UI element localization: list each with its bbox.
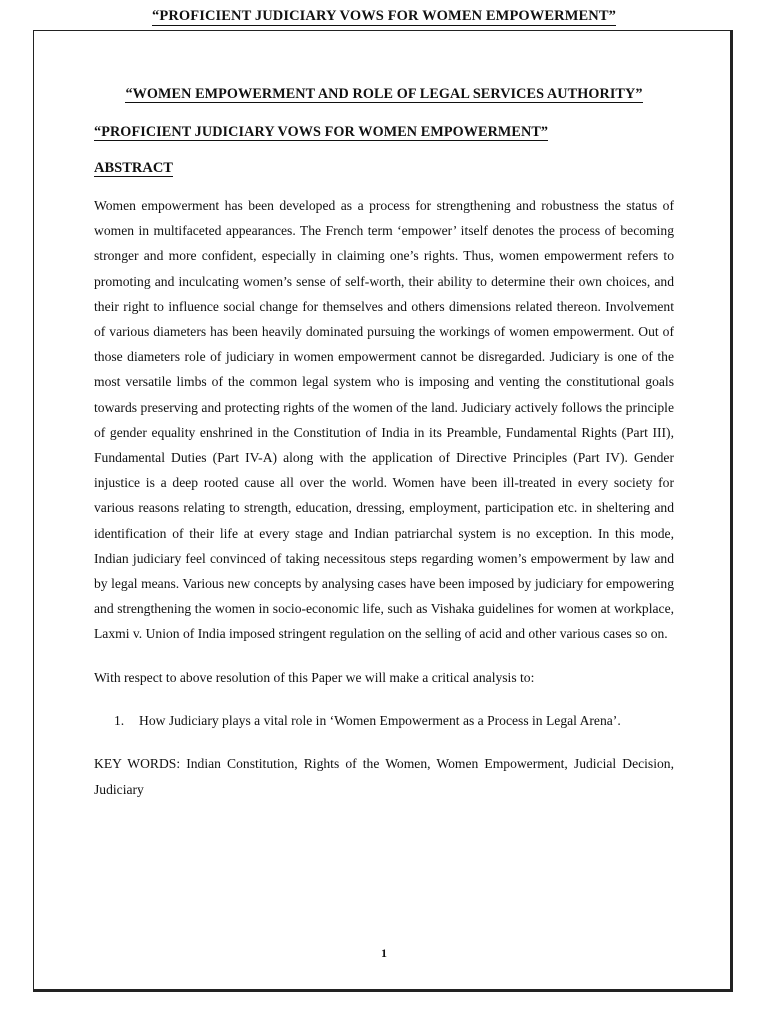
running-header-text: “PROFICIENT JUDICIARY VOWS FOR WOMEN EMPOWERMENT” — [152, 8, 616, 24]
list-item-number: 1. — [114, 712, 125, 728]
document-title — [94, 86, 674, 108]
abstract-heading — [94, 160, 674, 182]
keywords-paragraph: KEY WORDS: Indian Constitution, Rights of the Women, Women Empowerment, Judicial Decision, Judiciary — [94, 755, 674, 797]
list-item — [94, 708, 674, 733]
document-body — [94, 86, 674, 803]
page-number: 1 — [381, 946, 387, 960]
document-subtitle — [94, 124, 674, 146]
document-subtitle-text: “PROFICIENT JUDICIARY VOWS FOR WOMEN EMPOWERMENT” — [94, 124, 549, 140]
abstract-heading-text: ABSTRACT — [94, 160, 173, 176]
running-header — [0, 8, 768, 26]
resolution-paragraph: With respect to above resolution of this Paper we will make a critical analysis to: — [94, 669, 535, 685]
document-title-text: “WOMEN EMPOWERMENT AND ROLE OF LEGAL SERVICES AUTHORITY” — [125, 86, 643, 102]
abstract-paragraph: Women empowerment has been developed as a process for strengthening and robustness the status of women in multifaceted appearances. The French term ‘empower’ itself denotes the process of becoming stronger and more confident, especially in claiming one’s rights. Thus, women empowerment refers to promoting and inculcating women’s sense of self-worth, their ability to determine their own choices, and their right to influence social change for themselves and others dimensions related thereon. Involvement of various diameters has been heavily dominated pursuing the workings of women empowerment. Out of those diameters role of judiciary in women empowerment cannot be disregarded. Judiciary is one of the most versatile limbs of the common legal system who is imposing and venting the constitutional goals towards preserving and protecting rights of the women of the land. Judiciary actively follows the principle of gender equality enshrined in the Constitution of India in its Preamble, Fundamental Rights (Part III), Fundamental Duties (Part IV-A) along with the application of Directive Principles (Part IV). Gender injustice is a deep rooted cause all over the world. Women have been ill-treated in every society for various reasons relating to strength, education, dressing, employment, participation etc. in sheltering and identification of their life at every stage and Indian patriarchal system is no exception. In this mode, Indian judiciary feel convinced of taking necessitous steps regarding women’s empowerment by law and by legal means. Various new concepts by analysing cases have been imposed by judiciary for empowering and strengthening the women in socio-economic life, such as Vishaka guidelines for women at workplace, Laxmi v. Union of India imposed stringent regulation on the selling of acid and other various cases so on. — [94, 198, 674, 642]
list-item-text: How Judiciary plays a vital role in ‘Women Empowerment as a Process in Legal Arena’. — [139, 712, 621, 728]
